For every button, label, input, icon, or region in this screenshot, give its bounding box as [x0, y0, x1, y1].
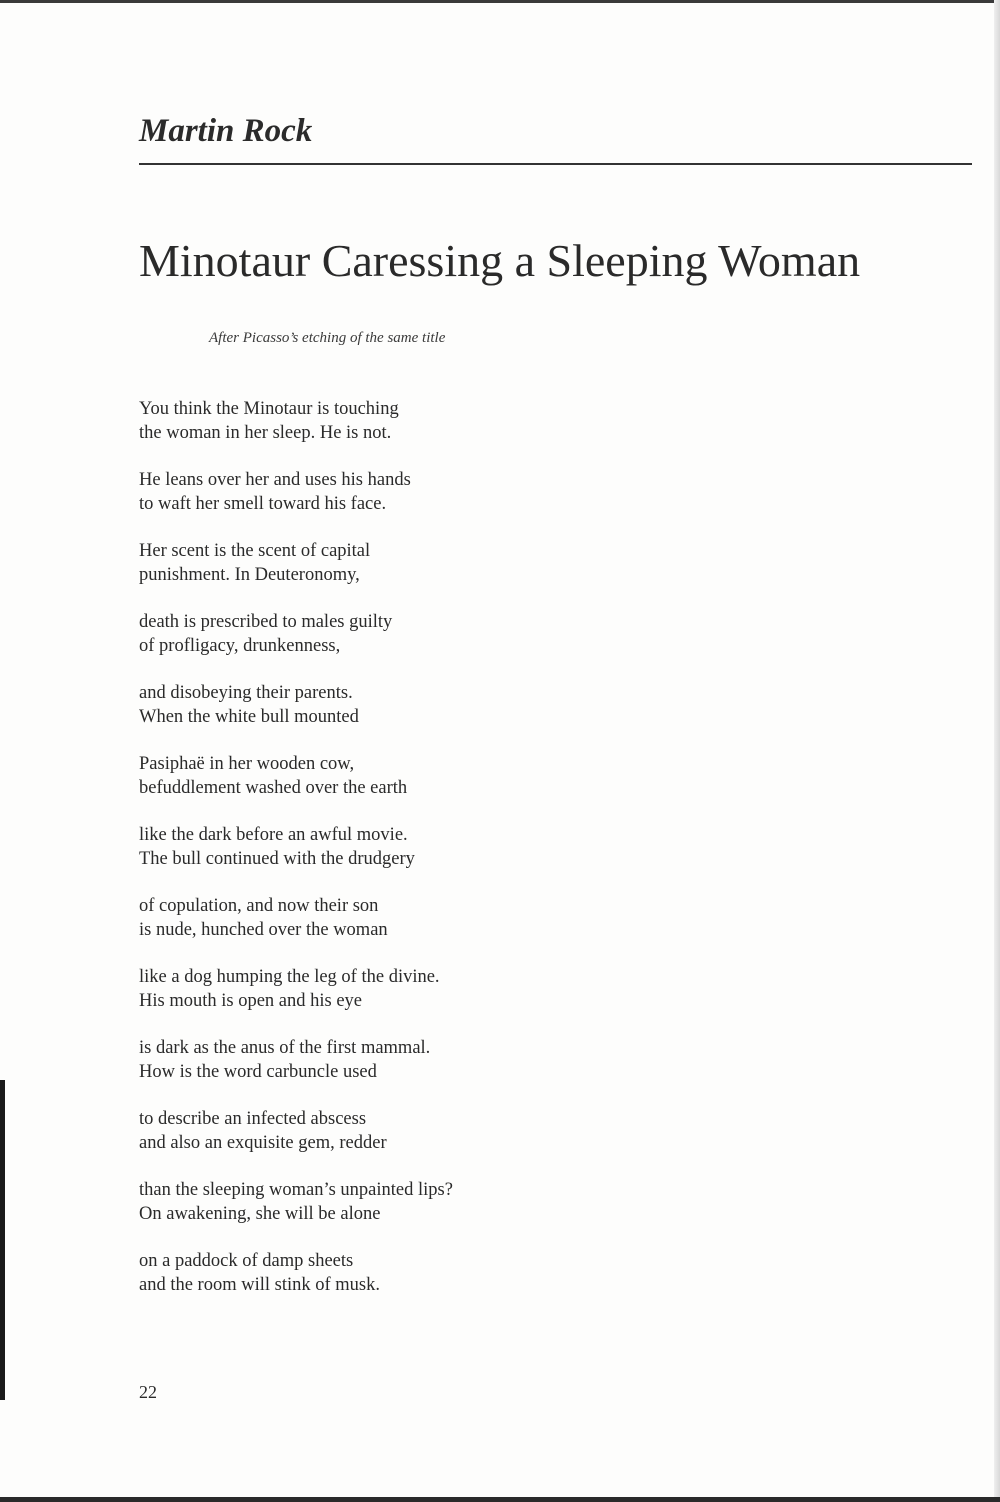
poem-line: to describe an infected abscess — [139, 1109, 367, 1129]
poem-line: Her scent is the scent of capital — [139, 541, 371, 561]
poem-line: to waft her smell toward his face. — [139, 494, 387, 514]
poem-line: death is prescribed to males guilty — [139, 612, 393, 632]
poem-body — [139, 397, 659, 1320]
poem-line: of copulation, and now their son — [139, 896, 379, 916]
stanza — [139, 894, 659, 942]
poem-line: You think the Minotaur is touching — [139, 399, 399, 419]
poem-line: He leans over her and uses his hands — [139, 470, 411, 490]
poem-line: punishment. In Deuteronomy, — [139, 565, 360, 585]
stanza — [139, 468, 659, 516]
page-right-edge — [994, 0, 1000, 1502]
poem-line: When the white bull mounted — [139, 707, 359, 727]
poem-line: The bull continued with the drudgery — [139, 849, 415, 869]
author-name: Martin Rock — [139, 113, 313, 149]
poem-line: and the room will stink of musk. — [139, 1275, 380, 1295]
poem-line: is dark as the anus of the first mammal. — [139, 1038, 431, 1058]
stanza — [139, 752, 659, 800]
epigraph: After Picasso’s etching of the same title — [209, 330, 446, 346]
poem-line: His mouth is open and his eye — [139, 991, 363, 1011]
header-rule — [139, 163, 972, 165]
page-number: 22 — [139, 1382, 157, 1402]
poem-line: How is the word carbuncle used — [139, 1062, 377, 1082]
poem-line: than the sleeping woman’s unpainted lips? — [139, 1180, 453, 1200]
page-top-edge — [0, 0, 1000, 3]
poem-line: Pasiphaë in her wooden cow, — [139, 754, 355, 774]
stanza — [139, 1178, 659, 1226]
poem-line: is nude, hunched over the woman — [139, 920, 388, 940]
poem-line: the woman in her sleep. He is not. — [139, 423, 392, 443]
stanza — [139, 1036, 659, 1084]
poem-line: on a paddock of damp sheets — [139, 1251, 354, 1271]
stanza — [139, 610, 659, 658]
poem-line: On awakening, she will be alone — [139, 1204, 381, 1224]
poem-line: befuddlement washed over the earth — [139, 778, 408, 798]
page-left-edge — [0, 1080, 5, 1400]
page-bottom-edge — [0, 1497, 1000, 1502]
stanza — [139, 1249, 659, 1297]
poem-line: like the dark before an awful movie. — [139, 825, 408, 845]
poem-line: and disobeying their parents. — [139, 683, 353, 703]
poem-title: Minotaur Caressing a Sleeping Woman — [139, 235, 861, 286]
poem-line: and also an exquisite gem, redder — [139, 1133, 387, 1153]
stanza — [139, 1107, 659, 1155]
poem-line: of profligacy, drunkenness, — [139, 636, 341, 656]
stanza — [139, 539, 659, 587]
stanza — [139, 965, 659, 1013]
stanza — [139, 823, 659, 871]
stanza — [139, 397, 659, 445]
poem-line: like a dog humping the leg of the divine. — [139, 967, 440, 987]
stanza — [139, 681, 659, 729]
